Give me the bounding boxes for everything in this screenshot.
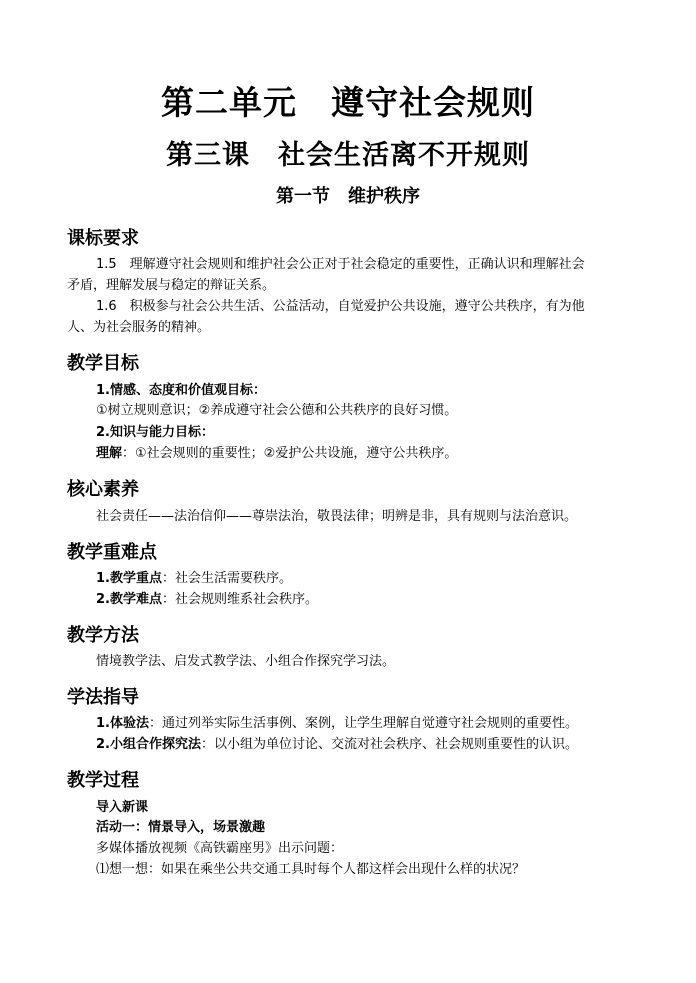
zhongnan-item1-label: 1.教学重点 — [96, 571, 162, 586]
mubiao-goal2-label: 理解 — [96, 446, 123, 461]
xuefa-item2-text: ：以小组为单位讨论、交流对社会秩序、社会规则重要性的认识。 — [200, 737, 578, 752]
zhongnan-item1 — [96, 569, 292, 589]
zhongnan-item1-text: ：社会生活需要秩序。 — [161, 571, 292, 586]
guocheng-line2: ⑴想一想：如果在乘坐公共交通工具时每个人都这样会出现什么样的状况？ — [96, 862, 526, 877]
xuefa-item1-text: ：通过列举实际生活事例、案例，让学生理解自觉遵守社会规则的重要性。 — [148, 716, 578, 731]
heading-guocheng: 教学过程 — [67, 770, 139, 791]
section-title: 第一节 维护秩序 — [276, 186, 420, 207]
lesson-title: 第三课 社会生活离不开规则 — [166, 140, 530, 171]
kebiao-item2-line2: 人、为社会服务的精神。 — [67, 320, 211, 335]
zhongnan-item2 — [96, 590, 318, 610]
xuefa-item1 — [96, 714, 578, 734]
heading-zhongnan: 教学重难点 — [67, 542, 157, 563]
xuefa-item2 — [96, 735, 578, 755]
xuefa-item1-label: 1.体验法 — [96, 716, 149, 731]
mubiao-goal2-text: ：①社会规则的重要性；②爱护公共设施，遵守公共秩序。 — [122, 446, 458, 461]
fangfa-text: 情境教学法、启发式教学法、小组合作探究学习法。 — [96, 654, 396, 669]
zhongnan-item2-text: ：社会规则维系社会秩序。 — [161, 592, 318, 607]
heading-suyang: 核心素养 — [67, 479, 139, 500]
suyang-text: 社会责任——法治信仰——尊崇法治，敬畏法律；明辨是非，具有规则与法治意识。 — [96, 509, 578, 524]
heading-mubiao: 教学目标 — [67, 353, 139, 374]
kebiao-item1-line2: 矛盾，理解发展与稳定的辩证关系。 — [67, 278, 276, 293]
kebiao-item1-line1: 1.5 理解遵守社会规则和维护社会公正对于社会稳定的重要性，正确认识和理解社会 — [96, 257, 585, 272]
heading-fangfa: 教学方法 — [67, 625, 139, 646]
kebiao-item2-line1: 1.6 积极参与社会公共生活、公益活动，自觉爱护公共设施，遵守公共秩序，有为他 — [96, 299, 585, 314]
mubiao-goal2-line — [96, 444, 457, 464]
zhongnan-item2-label: 2.教学难点 — [96, 592, 162, 607]
guocheng-line1: 多媒体播放视频《高铁霸座男》出示问题： — [96, 841, 344, 856]
heading-kebiao: 课标要求 — [67, 228, 139, 249]
unit-title: 第二单元 遵守社会规则 — [161, 83, 535, 122]
mubiao-goal2-title: 2.知识与能力目标： — [96, 425, 214, 440]
guocheng-activity: 活动一：情景导入，场景激趣 — [96, 820, 266, 835]
heading-xuefa: 学法指导 — [67, 687, 139, 708]
mubiao-goal1-text: ①树立规则意识；②养成遵守社会公德和公共秩序的良好习惯。 — [96, 403, 458, 418]
mubiao-goal1-title: 1.情感、态度和价值观目标： — [96, 383, 266, 398]
xuefa-item2-label: 2.小组合作探究法 — [96, 737, 201, 752]
guocheng-intro: 导入新课 — [96, 800, 149, 815]
